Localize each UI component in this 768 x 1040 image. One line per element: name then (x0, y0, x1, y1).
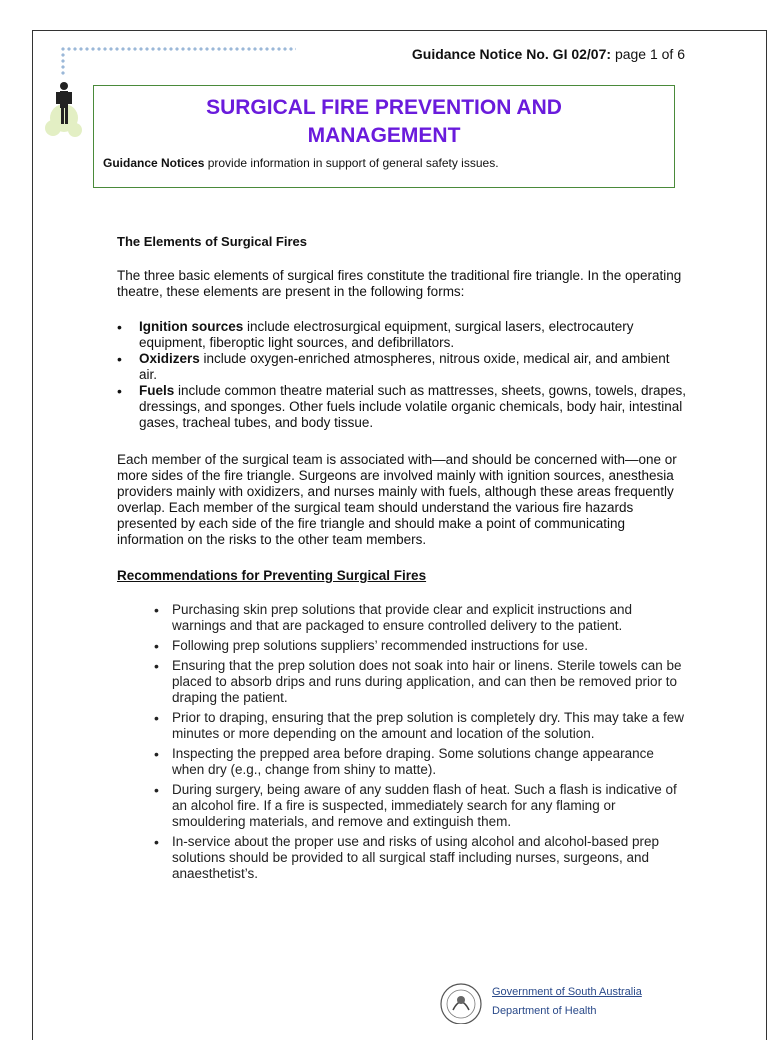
list-item-text: include oxygen-enriched atmospheres, nitrous oxide, medical air, and ambient air. (139, 351, 670, 382)
section-heading-elements: The Elements of Surgical Fires (117, 234, 307, 249)
government-crest-icon (436, 978, 486, 1024)
list-item: • Purchasing skin prep solutions that provide clear and explicit instructions and warnings and that are packaged to ensure controlled delivery to the patient. (154, 602, 688, 634)
page-number: page 1 of 6 (614, 46, 685, 62)
title-box (93, 85, 675, 188)
list-item-text: include electrosurgical equipment, surgical lasers, electrocautery equipment, fiberoptic light sources, and defibrillators. (139, 319, 634, 350)
list-item (117, 383, 687, 431)
person-figure-icon (44, 78, 84, 142)
decorative-dot-rule (60, 46, 296, 52)
list-item: • In-service about the proper use and risks of using alcohol and alcohol-based prep solutions should be provided to all surgical staff including nurses, surgeons, and anaesthetist’s. (154, 834, 688, 882)
list-item-term: Oxidizers (139, 351, 200, 366)
list-item: • Following prep solutions suppliers’ recommended instructions for use. (154, 638, 688, 654)
team-paragraph: Each member of the surgical team is associated with—and should be concerned with—one or more sides of the fire triangle. Surgeons are involved mainly with ignition sources, anesthesia providers mainly with oxidizers, and nurses mainly with fuels, although these areas frequently overlap. Each member of the surgical team should understand the various fire hazards presented by each side of the fire triangle and should make a point of communicating information on the risks to the other team members. (117, 452, 677, 547)
list-item-term: Ignition sources (139, 319, 244, 334)
list-item: • Ensuring that the prep solution does not soak into hair or linens. Sterile towels can be placed to absorb drips and runs during application, and can then be removed prior to draping the patient. (154, 658, 688, 706)
title-subtitle (103, 156, 499, 170)
list-item (117, 319, 687, 351)
department-name: Department of Health (492, 1005, 597, 1017)
subtitle-bold-term: Guidance Notices (103, 156, 205, 170)
list-item: • During surgery, being aware of any sudden flash of heat. Such a flash is indicative of an alcohol fire. If a fire is suspected, immediately search for any flaming or smouldering materials, and remove and extinguish them. (154, 782, 688, 830)
intro-paragraph: The three basic elements of surgical fires constitute the traditional fire triangle. In the operating theatre, these elements are present in the following forms: (117, 268, 682, 299)
fire-elements-list (117, 319, 687, 431)
recommendations-list (154, 602, 688, 886)
document-title: SURGICAL FIRE PREVENTION AND MANAGEMENT (206, 96, 562, 147)
list-item: • Prior to draping, ensuring that the prep solution is completely dry. This may take a few minutes or more depending on the amount and location of the solution. (154, 710, 688, 742)
section-heading-recommendations: Recommendations for Preventing Surgical Fires (117, 568, 427, 583)
list-item: • Inspecting the prepped area before draping. Some solutions change appearance when dry (e.g., change from shiny to matte). (154, 746, 688, 778)
list-item-text: include common theatre material such as mattresses, sheets, gowns, towels, drapes, dressings, and sponges. Other fuels include volatile organic chemicals, body hair, intestinal gases, tracheal tubes, and body tissue. (139, 383, 686, 430)
list-item-term: Fuels (139, 383, 175, 398)
decorative-dot-rule-vertical (60, 52, 66, 76)
notice-number: Guidance Notice No. GI 02/07: (411, 46, 612, 62)
list-item (117, 351, 687, 383)
guidance-notice-header (412, 46, 685, 62)
subtitle-text: provide information in support of general safety issues. (204, 156, 499, 170)
government-name: Government of South Australia (492, 986, 642, 998)
